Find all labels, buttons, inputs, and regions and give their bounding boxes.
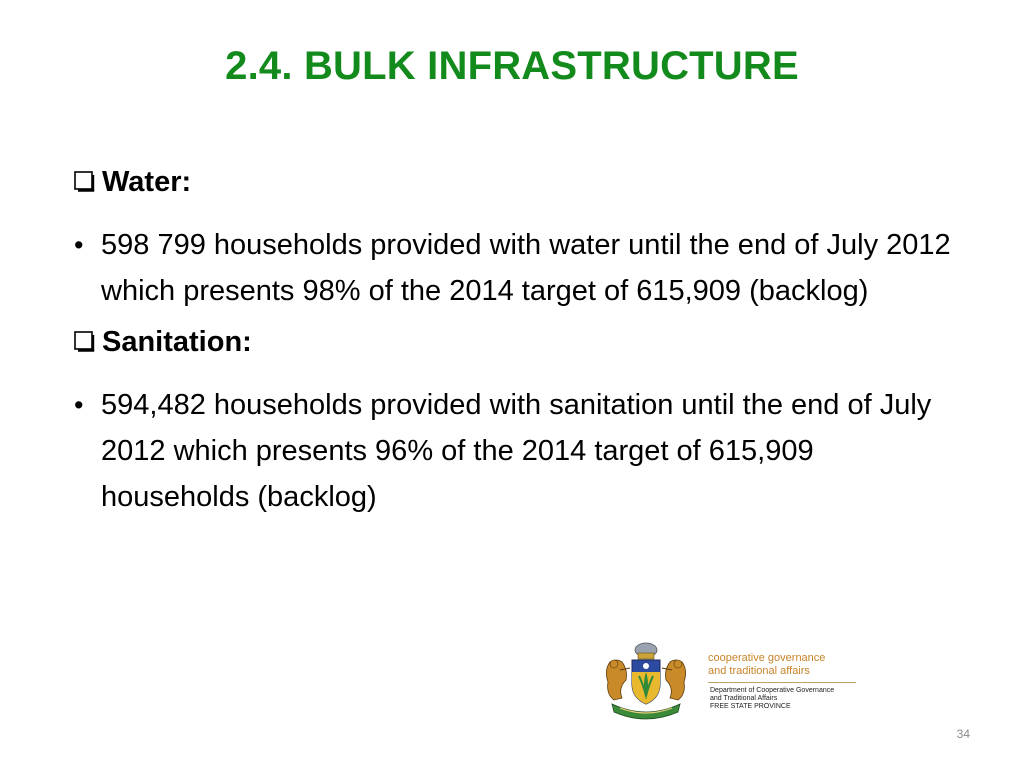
checkbox-bullet-icon [74, 331, 96, 353]
slide-title: 2.4. BULK INFRASTRUCTURE [225, 44, 799, 88]
section-heading-sanitation [74, 322, 974, 362]
bullet-icon: • [74, 230, 84, 260]
cogta-logo [598, 640, 863, 720]
free-state-coat-of-arms-icon [598, 640, 694, 720]
section-heading-label: Sanitation: [102, 325, 252, 358]
section-heading-label: Water: [102, 165, 192, 198]
checkbox-bullet-icon [74, 171, 96, 193]
logo-brand-text: cooperative governance and traditional affairs [708, 652, 826, 677]
logo-divider [708, 682, 856, 683]
logo-department-text: Department of Cooperative Governance and Traditional Affairs FREE STATE PROVINCE [710, 687, 835, 710]
page-number: 34 [956, 727, 970, 741]
bullet-text: 594,482 households provided with sanitation until the end of July 2012 which presents 96% of the 2014 target of 615,909 households (backlog) [101, 389, 932, 513]
bullet-text: 598 799 households provided with water until the end of July 2012 which presents 98% of the 2014 target of 615,909 (backlog) [101, 229, 951, 307]
section-heading-water [74, 162, 974, 202]
bullet-item-sanitation [74, 382, 974, 520]
slide-content [74, 162, 974, 532]
bullet-item-water [74, 222, 974, 314]
bullet-icon: • [74, 390, 84, 420]
